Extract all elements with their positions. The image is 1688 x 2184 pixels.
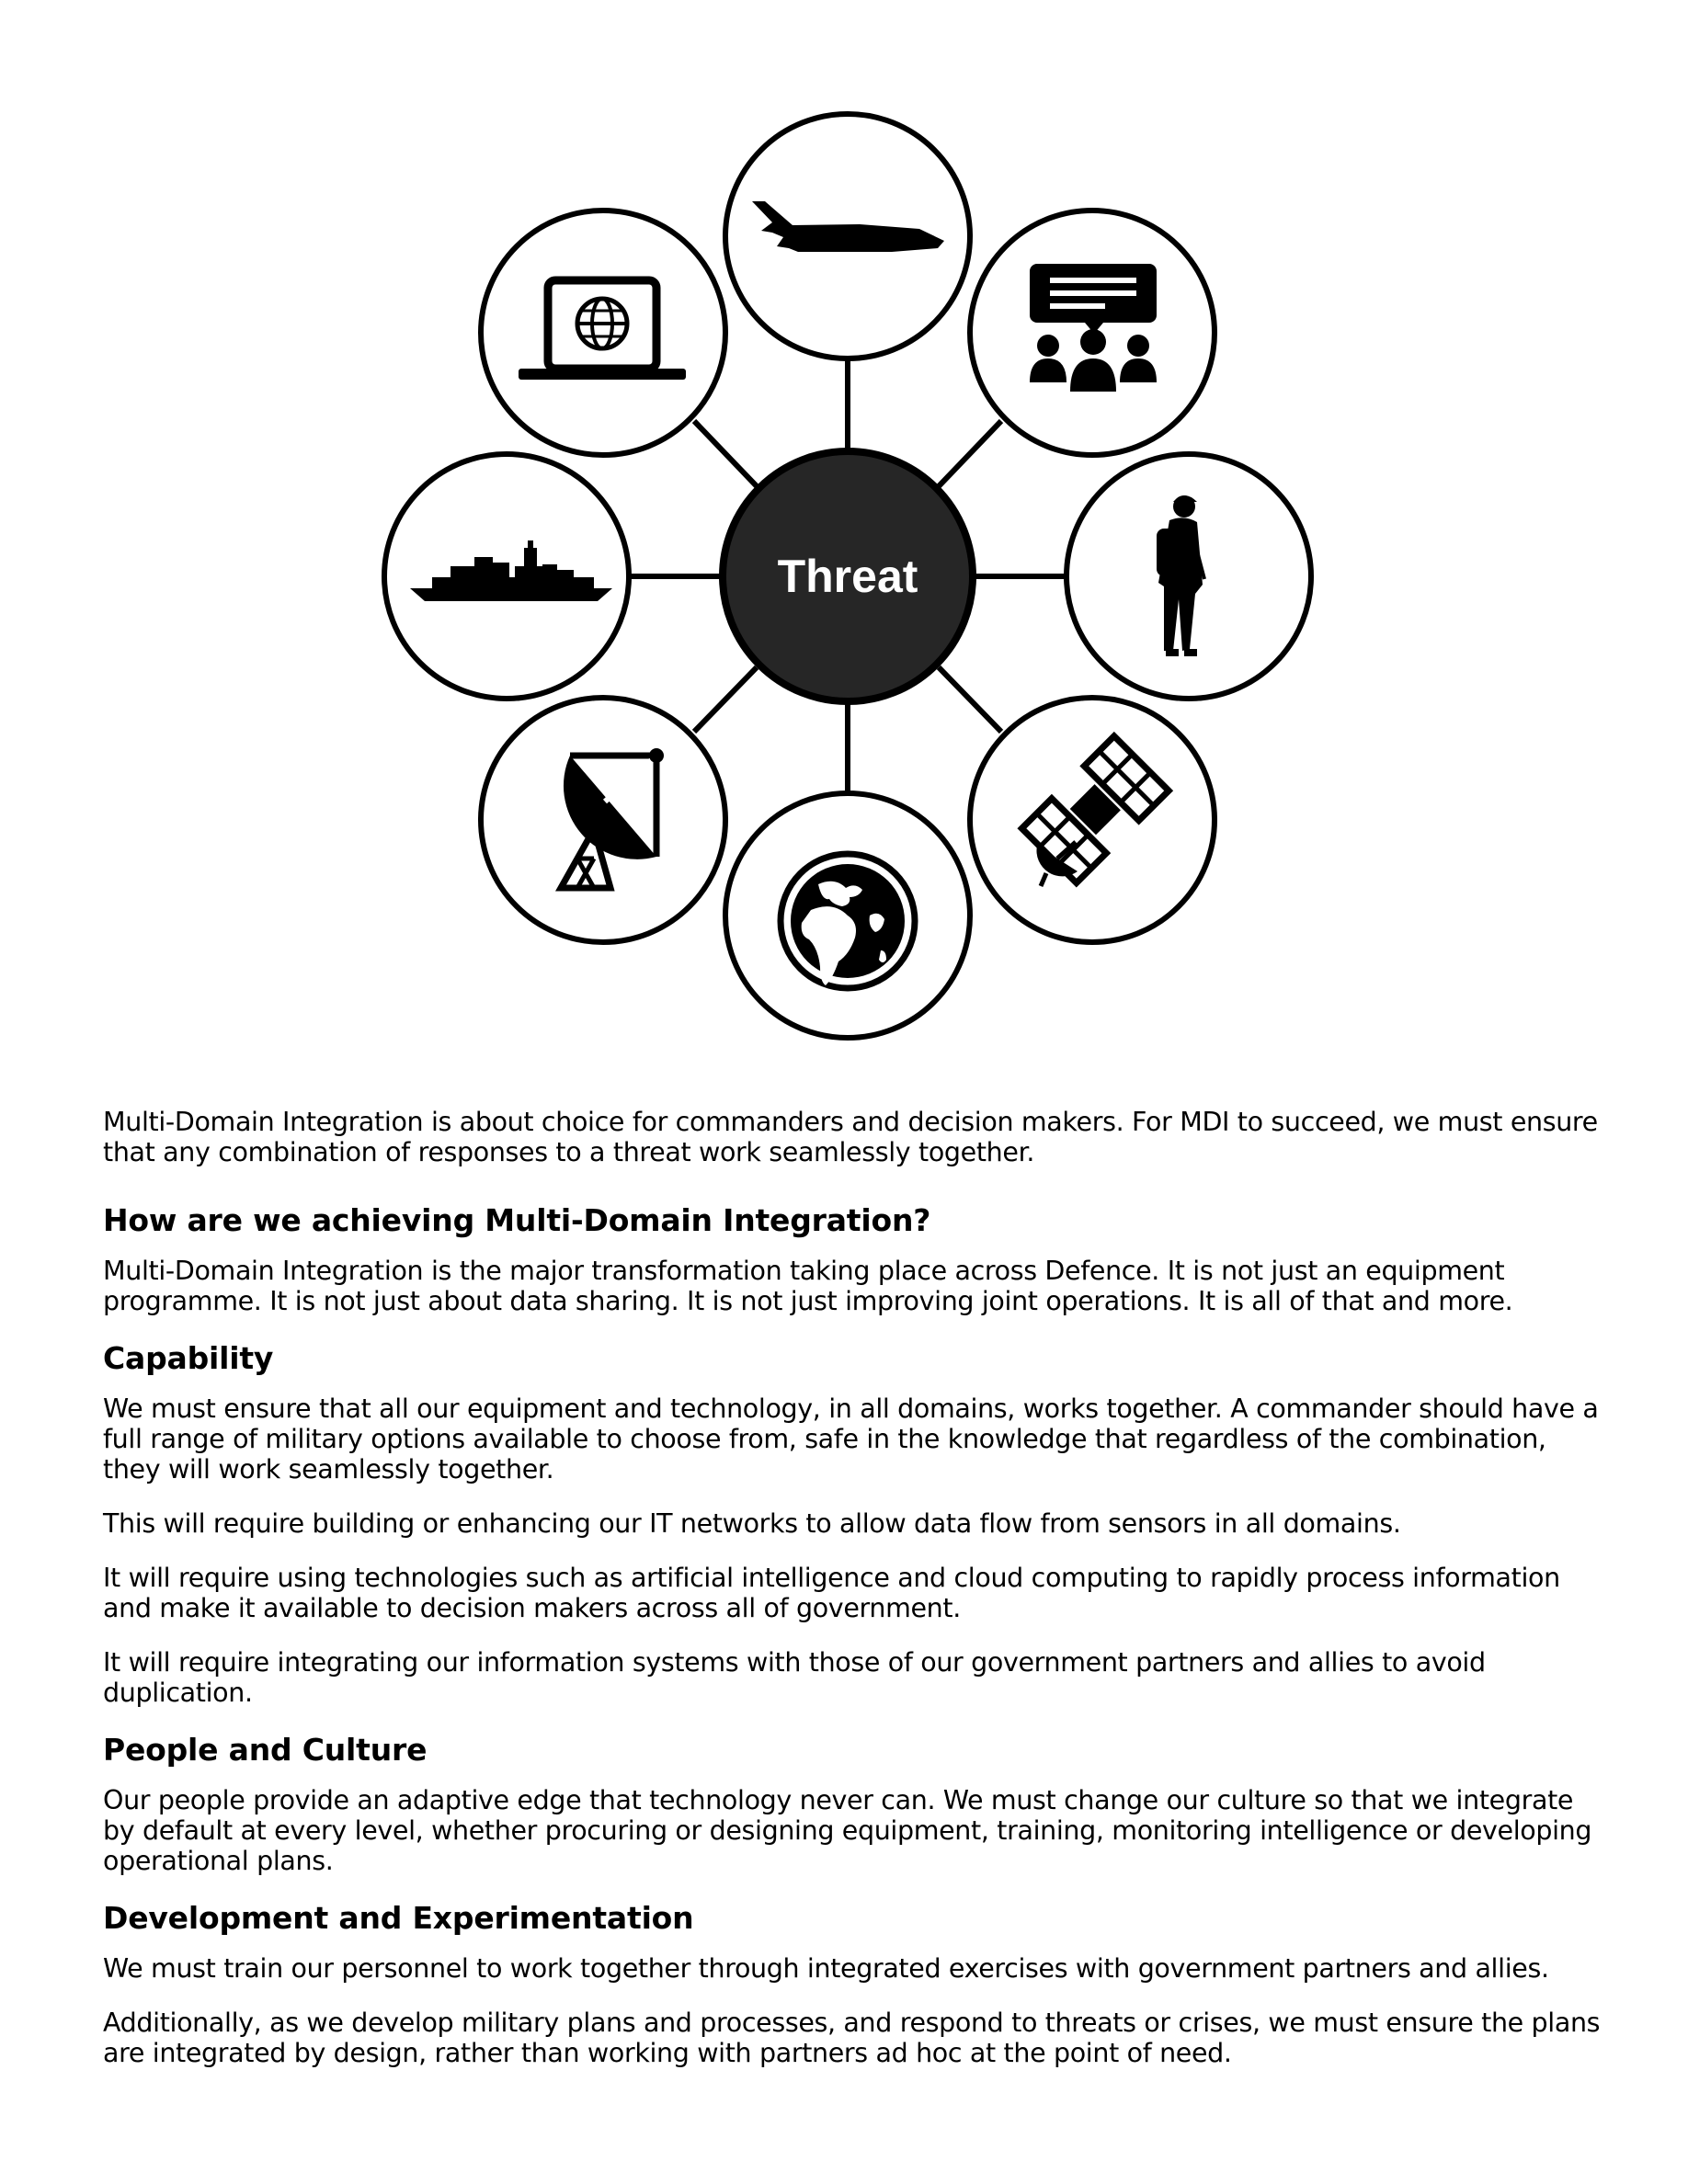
capability-paragraph-2: This will require building or enhancing our IT networks to allow data flow from sensors in all domains.: [103, 1508, 1401, 1539]
heading-achieving: How are we achieving Multi-Domain Integration?: [103, 1202, 931, 1238]
article-body: [103, 1107, 1602, 2092]
capability-paragraph-3: It will require using technologies such as artificial intelligence and cloud computing to rapidly process information and make it available to decision makers across all of government.: [103, 1563, 1560, 1623]
development-paragraph-1: We must train our personnel to work together through integrated exercises with government partners and allies.: [103, 1953, 1549, 1984]
globe-icon: [781, 854, 915, 988]
capability-paragraph-1: We must ensure that all our equipment and technology, in all domains, works together. A commander should have a full range of military options available to choose from, safe in the knowledge that regardless of the combination, they will work seamlessly together.: [103, 1393, 1599, 1484]
achieving-paragraph: Multi-Domain Integration is the major transformation taking place across Defence. It is not just an equipment programme. It is not just about data sharing. It is not just improving joint operations. It is all of that and more.: [103, 1256, 1513, 1316]
threat-domain-diagram: [0, 0, 1688, 1075]
intro-paragraph: Multi-Domain Integration is about choice for commanders and decision makers. For MDI to succeed, we must ensure that any combination of responses to a threat work seamlessly together.: [103, 1107, 1598, 1167]
heading-development: Development and Experimentation: [103, 1900, 694, 1936]
capability-paragraph-4: It will require integrating our information systems with those of our government partners and allies to avoid duplication.: [103, 1647, 1486, 1708]
threat-center-node: [723, 451, 973, 701]
heading-people-culture: People and Culture: [103, 1732, 428, 1768]
threat-label: Threat: [777, 551, 918, 602]
heading-capability: Capability: [103, 1340, 274, 1376]
development-paragraph-2: Additionally, as we develop military plans and processes, and respond to threats or crises, we must ensure the plans are integrated by design, rather than working with partners ad hoc at the point of need.: [103, 2008, 1601, 2068]
people-culture-paragraph: Our people provide an adaptive edge that technology never can. We must change our culture so that we integrate by default at every level, whether procuring or designing equipment, training, monitoring intelligence or developing operational plans.: [103, 1785, 1592, 1876]
